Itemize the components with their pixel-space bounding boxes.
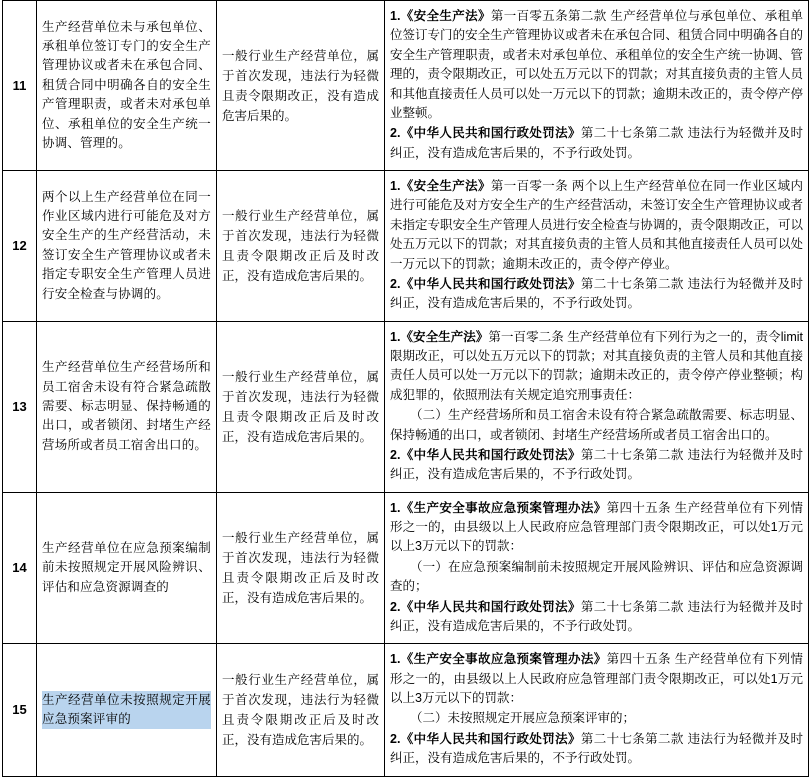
- basis-law-name: 《中华人民共和国行政处罚法》: [400, 126, 581, 141]
- row-number: 12: [3, 171, 37, 322]
- row-number: 13: [3, 321, 37, 492]
- violation-act-text: 生产经营单位未与承包单位、承租单位签订专门的安全生产管理协议或者未在承包合同、租赁合同中明确各自的安全生产管理职责，或者未对承包单位、承租单位的安全生产统一协调、管理的。: [42, 19, 211, 150]
- basis-law-name: 《安全生产法》: [400, 329, 489, 344]
- penalty-basis-line: [390, 730, 803, 769]
- applicable-condition-cell: 一般行业生产经营单位，属于首次发现，违法行为轻微且责令限期改正后及时改正，没有造成危害后果的。: [217, 492, 385, 644]
- penalty-basis-line: [390, 328, 803, 406]
- basis-text: 第一百零二条 生产经营单位有下列行为之一的，责令limit限期改正，可以处五万元以下的罚款；对其直接负责的主管人员和其他直接责任人员可以处一万元以下的罚款；逾期未改正的，责令停产停业整顿；构成犯罪的，依照刑法有关规定追究刑事责任：: [390, 329, 803, 402]
- basis-law-name: 《安全生产法》: [400, 179, 491, 193]
- table-row: [3, 321, 809, 492]
- violation-act-cell: [37, 1, 217, 171]
- penalty-basis-line: [390, 499, 803, 557]
- violation-act-cell: [37, 321, 217, 492]
- penalty-basis-line: [390, 275, 803, 314]
- basis-text: （二）未按照规定开展应急预案评审的；: [410, 711, 636, 726]
- basis-text: 第一百零五条第二款 生产经营单位与承包单位、承租单位签订专门的安全生产管理协议或者未在承包合同、租赁合同中明确各自的安全生产管理职责，或者未对承包单位、承租单位的安全生产统一协调、管理的，责令限期改正，可以处五万元以下的罚款；对其直接负责的主管人员和其他直接责任人员可以处一万元以下的罚款；逾期未改正的，责令停产停业整顿。: [390, 9, 803, 120]
- applicable-condition-cell: 一般行业生产经营单位，属于首次发现，违法行为轻微且责令限期改正后及时改正，没有造成危害后果的。: [217, 171, 385, 322]
- basis-text: 第四十五条 生产经营单位有下列情形之一的，由县级以上人民政府应急管理部门责令限期改正，可以处1万元以上3万元以下的罚款：: [390, 500, 803, 554]
- applicable-condition-cell: 一般行业生产经营单位，属于首次发现，违法行为轻微且责令限期改正后及时改正，没有造成危害后果的。: [217, 644, 385, 776]
- row-number: 15: [3, 644, 37, 776]
- violation-act-text: 生产经营单位生产经营场所和员工宿舍未设有符合紧急疏散需要、标志明显、保持畅通的出口，或者锁闭、封堵生产经营场所或者员工宿舍出口的。: [42, 360, 211, 452]
- basis-index: 2.: [390, 447, 401, 462]
- basis-law-name: 《安全生产法》: [400, 9, 491, 23]
- basis-text: 第二十七条第二款 违法行为轻微并及时纠正，没有造成危害后果的，不予行政处罚。: [390, 126, 803, 160]
- penalty-basis-line: [390, 709, 803, 728]
- basis-index: 2.: [390, 126, 401, 141]
- basis-text: （一）在应急预案编制前未按照规定开展风险辨识、评估和应急资源调查的；: [390, 559, 803, 594]
- violation-act-cell: [37, 644, 217, 776]
- penalty-basis-line: [390, 598, 803, 637]
- basis-index: 2.: [390, 599, 401, 614]
- basis-law-name: 《中华人民共和国行政处罚法》: [400, 276, 581, 291]
- penalty-basis-cell: [385, 492, 809, 644]
- basis-index: 1.: [390, 9, 401, 23]
- basis-law-name: 《生产安全事故应急预案管理办法》: [400, 652, 607, 667]
- violation-act-cell: [37, 171, 217, 322]
- applicable-condition-cell: 一般行业生产经营单位，属于首次发现，违法行为轻微且责令限期改正，没有造成危害后果的。: [217, 1, 385, 171]
- basis-text: 第一百零一条 两个以上生产经营单位在同一作业区域内进行可能危及对方安全生产的生产经营活动，未签订安全生产管理协议或者未指定专职安全生产管理人员进行安全检查与协调的，责令限期改正，可以处五万元以下的罚款；对其直接负责的主管人员和其他直接责任人员可以处一万元以下的罚款；逾期未改正的，责令停产停业。: [390, 179, 803, 271]
- basis-law-name: 《中华人民共和国行政处罚法》: [400, 447, 581, 462]
- table-row: [3, 1, 809, 171]
- applicable-condition-cell: 一般行业生产经营单位，属于首次发现，违法行为轻微且责令限期改正后及时改正，没有造成危害后果的。: [217, 321, 385, 492]
- table-row: [3, 171, 809, 322]
- penalty-basis-line: [390, 7, 803, 123]
- basis-index: 2.: [390, 731, 401, 746]
- basis-text: 第四十五条 生产经营单位有下列情形之一的，由县级以上人民政府应急管理部门责令限期改正，可以处1万元以上3万元以下的罚款：: [390, 652, 803, 705]
- basis-index: 1.: [390, 652, 401, 667]
- table-row: [3, 492, 809, 644]
- basis-law-name: 《生产安全事故应急预案管理办法》: [400, 500, 607, 515]
- row-number: 11: [3, 1, 37, 171]
- penalty-basis-cell: [385, 321, 809, 492]
- penalty-basis-line: [390, 650, 803, 708]
- basis-index: 1.: [390, 179, 401, 193]
- penalty-basis-line: [390, 406, 803, 445]
- basis-text: 第二十七条第二款 违法行为轻微并及时纠正，没有造成危害后果的，不予行政处罚。: [390, 447, 803, 482]
- violation-act-text: 生产经营单位在应急预案编制前未按照规定开展风险辨识、评估和应急资源调查的: [42, 540, 211, 594]
- penalty-basis-cell: [385, 1, 809, 171]
- basis-index: 1.: [390, 500, 401, 515]
- basis-index: 1.: [390, 329, 401, 344]
- table-row: [3, 644, 809, 776]
- basis-law-name: 《中华人民共和国行政处罚法》: [400, 731, 581, 746]
- basis-text: （二）生产经营场所和员工宿舍未设有符合紧急疏散需要、标志明显、保持畅通的出口，或者锁闭、封堵生产经营场所或者员工宿舍出口的。: [390, 408, 803, 442]
- penalty-basis-cell: [385, 644, 809, 776]
- basis-law-name: 《中华人民共和国行政处罚法》: [400, 599, 581, 614]
- basis-text: 第二十七条第二款 违法行为轻微并及时纠正，没有造成危害后果的，不予行政处罚。: [390, 599, 803, 633]
- penalty-basis-line: [390, 446, 803, 485]
- violation-act-cell: [37, 492, 217, 644]
- basis-text: 第二十七条第二款 违法行为轻微并及时纠正，没有造成危害后果的，不予行政处罚。: [390, 731, 803, 766]
- basis-text: 第二十七条第二款 违法行为轻微并及时纠正，没有造成危害后果的，不予行政处罚。: [390, 276, 803, 311]
- penalty-basis-cell: [385, 171, 809, 322]
- violation-act-text: 生产经营单位未按照规定开展应急预案评审的: [42, 691, 211, 730]
- row-number: 14: [3, 492, 37, 644]
- penalty-basis-line: [390, 558, 803, 597]
- regulation-table: [2, 0, 809, 777]
- penalty-basis-line: [390, 124, 803, 163]
- penalty-basis-line: [390, 177, 803, 274]
- basis-index: 2.: [390, 276, 401, 291]
- violation-act-text: 两个以上生产经营单位在同一作业区域内进行可能危及对方安全生产的生产经营活动，未签订安全生产管理协议或者未指定专职安全生产管理人员进行安全检查与协调的。: [42, 189, 211, 301]
